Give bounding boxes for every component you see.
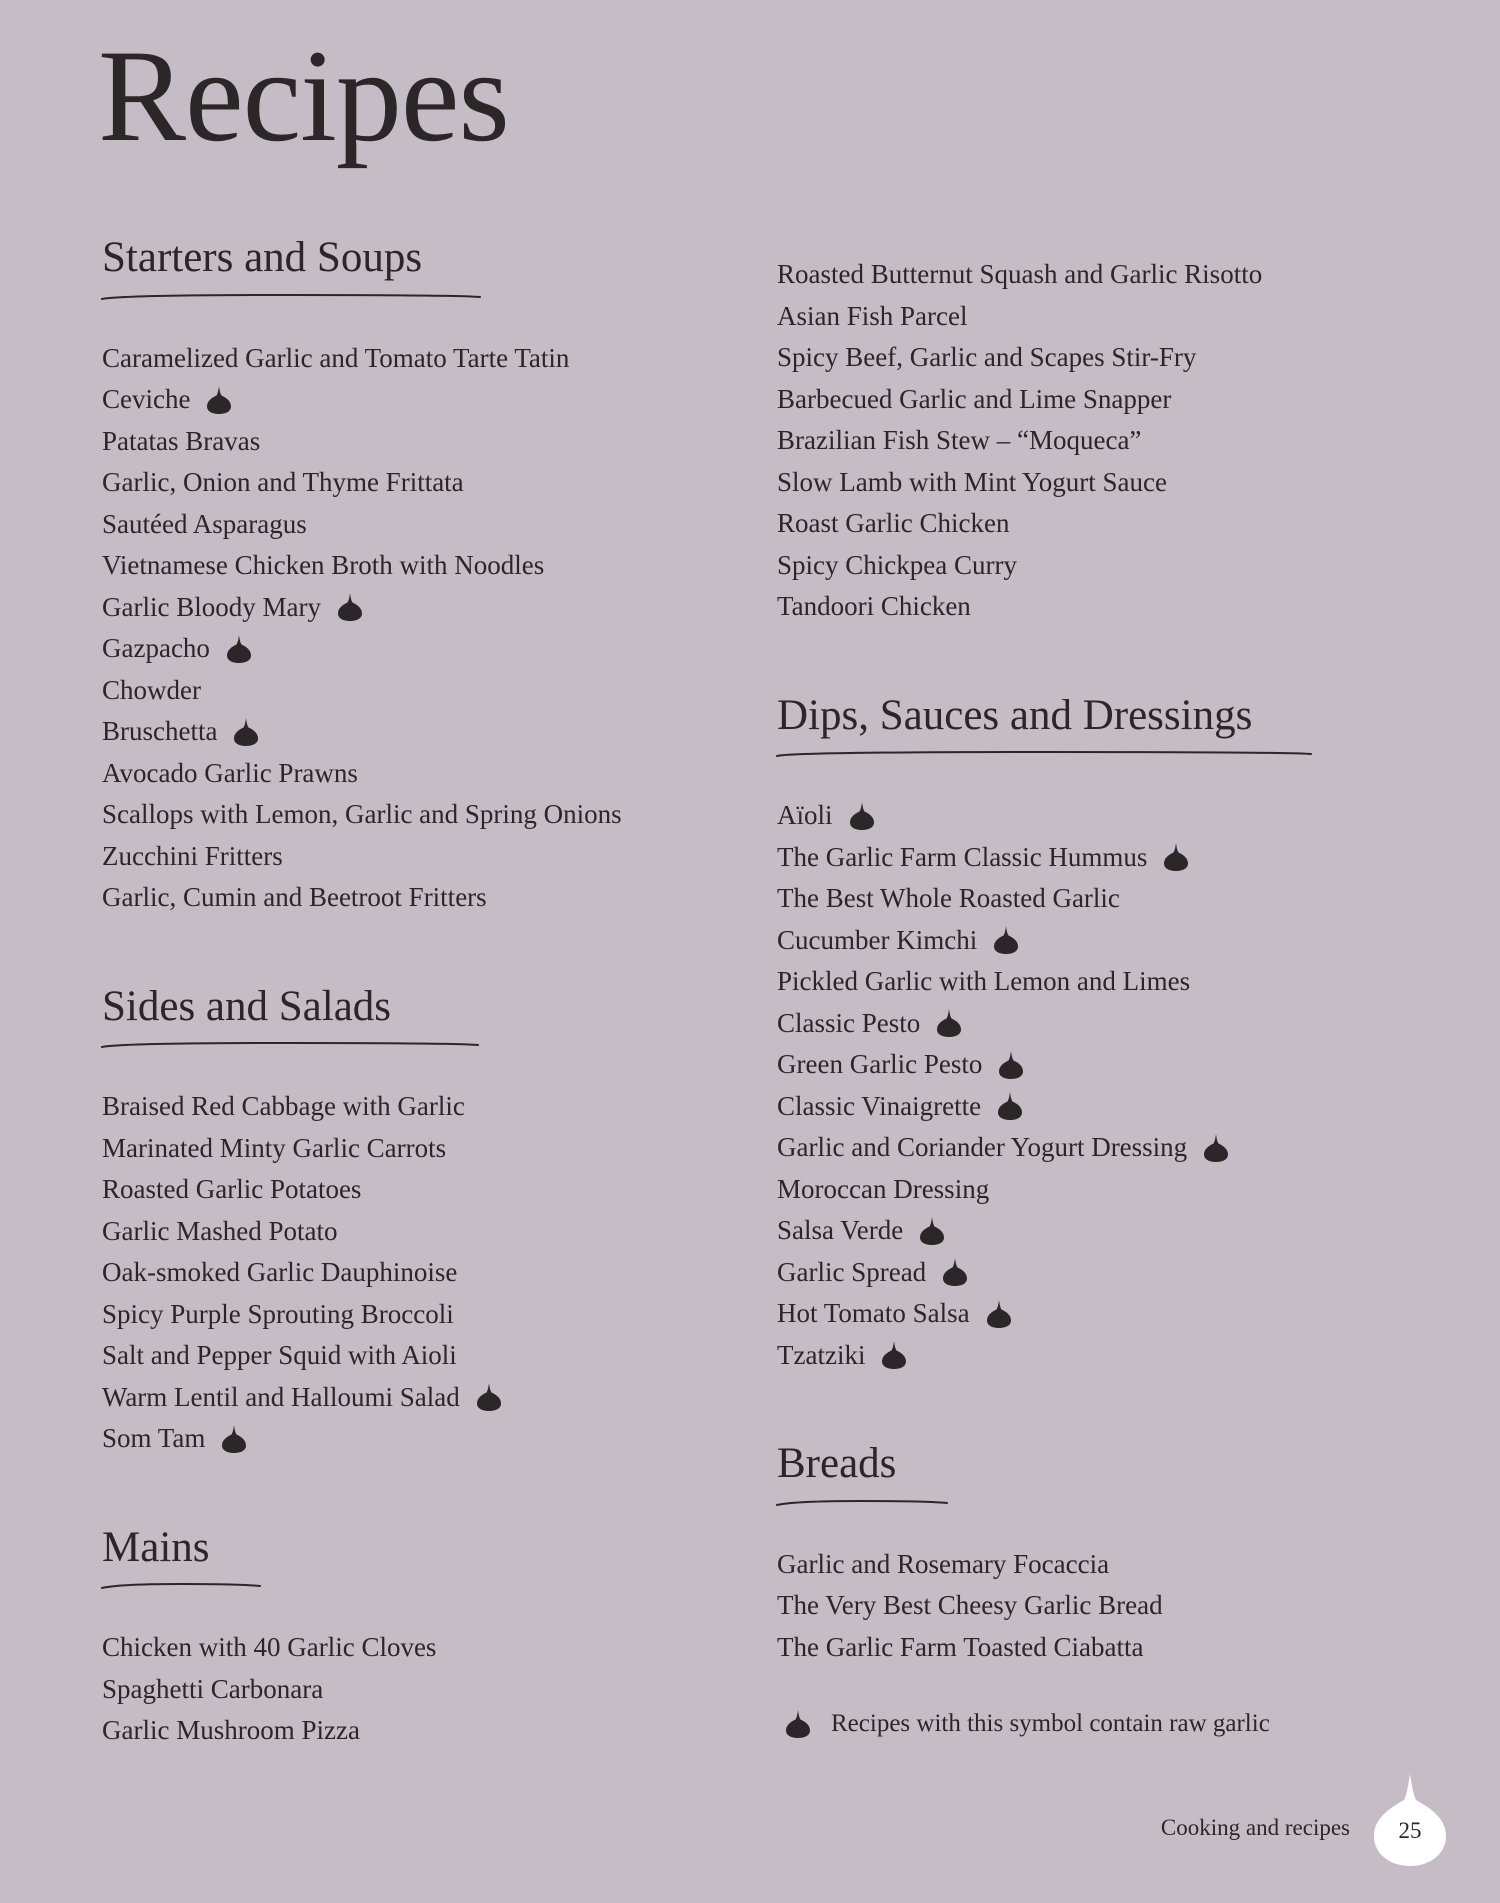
recipe-name: Garlic Bloody Mary bbox=[102, 591, 321, 622]
recipe-item bbox=[102, 1669, 740, 1711]
page-title: Recipes bbox=[98, 22, 509, 169]
section-underline bbox=[100, 1581, 740, 1591]
recipe-item bbox=[777, 1127, 1415, 1169]
recipe-item bbox=[777, 920, 1415, 962]
recipe-item bbox=[102, 379, 740, 421]
garlic-bulb-icon bbox=[998, 1050, 1024, 1080]
garlic-bulb-icon bbox=[226, 634, 252, 664]
recipe-name: Patatas Bravas bbox=[102, 425, 261, 456]
section-heading: Breads bbox=[777, 1440, 897, 1488]
recipe-name: Caramelized Garlic and Tomato Tarte Tatin bbox=[102, 342, 570, 373]
recipe-name: Marinated Minty Garlic Carrots bbox=[102, 1132, 447, 1163]
section-underline bbox=[775, 1498, 1415, 1508]
recipe-section bbox=[100, 981, 740, 1460]
recipe-name: Garlic and Rosemary Focaccia bbox=[777, 1548, 1110, 1579]
garlic-bulb-icon bbox=[1163, 842, 1189, 872]
recipe-list bbox=[100, 1086, 740, 1460]
recipe-item bbox=[777, 1627, 1415, 1669]
garlic-bulb-icon bbox=[1203, 1133, 1229, 1163]
recipe-name: Sautéed Asparagus bbox=[102, 508, 307, 539]
recipe-item bbox=[777, 379, 1415, 421]
recipe-item bbox=[102, 753, 740, 795]
garlic-bulb-icon bbox=[993, 925, 1019, 955]
recipe-name: Salt and Pepper Squid with Aioli bbox=[102, 1340, 457, 1371]
garlic-bulb-icon bbox=[337, 592, 363, 622]
recipe-name: Green Garlic Pesto bbox=[777, 1049, 983, 1080]
garlic-bulb-icon bbox=[233, 717, 259, 747]
recipe-section bbox=[100, 1522, 740, 1752]
recipe-item bbox=[102, 1128, 740, 1170]
recipe-name: Ceviche bbox=[102, 384, 191, 415]
recipe-name: Classic Pesto bbox=[777, 1007, 921, 1038]
recipe-name: Warm Lentil and Halloumi Salad bbox=[102, 1381, 460, 1412]
recipe-name: Garlic Mushroom Pizza bbox=[102, 1715, 360, 1746]
recipe-item bbox=[102, 1418, 740, 1460]
raw-garlic-legend bbox=[785, 1709, 1270, 1739]
section-underline bbox=[100, 292, 740, 302]
recipe-item bbox=[102, 1335, 740, 1377]
recipe-item bbox=[102, 1710, 740, 1752]
recipe-name: Aïoli bbox=[777, 800, 833, 831]
recipe-item bbox=[102, 794, 740, 836]
recipe-list bbox=[775, 795, 1415, 1376]
garlic-bulb-icon bbox=[936, 1008, 962, 1038]
recipe-name: The Very Best Cheesy Garlic Bread bbox=[777, 1590, 1163, 1621]
recipe-name: Roasted Butternut Squash and Garlic Risotto bbox=[777, 259, 1263, 289]
recipe-item bbox=[777, 296, 1415, 338]
recipe-item bbox=[777, 1086, 1415, 1128]
recipe-item bbox=[777, 1293, 1415, 1335]
recipe-name: Asian Fish Parcel bbox=[777, 300, 968, 331]
recipe-item bbox=[777, 503, 1415, 545]
recipe-item bbox=[102, 877, 740, 919]
recipe-item bbox=[102, 338, 740, 380]
garlic-bulb-icon bbox=[221, 1424, 247, 1454]
recipe-item bbox=[102, 587, 740, 629]
recipe-item bbox=[777, 878, 1415, 920]
recipe-name: Roasted Garlic Potatoes bbox=[102, 1174, 362, 1205]
recipe-item bbox=[102, 711, 740, 753]
recipe-item bbox=[777, 961, 1415, 1003]
recipe-name: Som Tam bbox=[102, 1423, 206, 1454]
garlic-bulb-icon bbox=[997, 1091, 1023, 1121]
recipe-list bbox=[100, 1627, 740, 1752]
recipe-name: Hot Tomato Salsa bbox=[777, 1298, 970, 1329]
recipe-name: Salsa Verde bbox=[777, 1215, 904, 1246]
recipe-name: Chicken with 40 Garlic Cloves bbox=[102, 1632, 437, 1663]
recipe-item bbox=[102, 545, 740, 587]
recipe-name: Garlic Spread bbox=[777, 1256, 927, 1287]
recipe-name: Spaghetti Carbonara bbox=[102, 1673, 324, 1704]
recipe-list bbox=[100, 338, 740, 919]
garlic-bulb-icon bbox=[881, 1340, 907, 1370]
recipe-item bbox=[102, 1211, 740, 1253]
garlic-bulb-icon bbox=[476, 1382, 502, 1412]
garlic-bulb-icon bbox=[785, 1709, 811, 1739]
recipe-name: The Garlic Farm Classic Hummus bbox=[777, 841, 1148, 872]
recipe-item bbox=[777, 1335, 1415, 1377]
section-underline bbox=[100, 1040, 740, 1050]
recipe-name: Braised Red Cabbage with Garlic bbox=[102, 1091, 465, 1122]
recipe-name: Brazilian Fish Stew – “Moqueca” bbox=[777, 425, 1142, 455]
recipe-item bbox=[102, 670, 740, 712]
garlic-bulb-icon bbox=[942, 1257, 968, 1287]
section-heading: Sides and Salads bbox=[102, 982, 392, 1030]
recipe-item bbox=[777, 1252, 1415, 1294]
recipe-name: Avocado Garlic Prawns bbox=[102, 757, 358, 788]
recipe-item bbox=[102, 1627, 740, 1669]
recipe-name: Zucchini Fritters bbox=[102, 840, 283, 871]
recipe-item bbox=[777, 462, 1415, 504]
garlic-bulb-icon bbox=[986, 1299, 1012, 1329]
recipe-name: Garlic Mashed Potato bbox=[102, 1215, 338, 1246]
recipe-name: Spicy Chickpea Curry bbox=[777, 549, 1017, 580]
recipe-name: Scallops with Lemon, Garlic and Spring Onions bbox=[102, 799, 622, 830]
recipe-name: Tzatziki bbox=[777, 1339, 866, 1370]
recipe-item bbox=[102, 1377, 740, 1419]
mains-continued-list bbox=[775, 254, 1415, 628]
recipe-name: Pickled Garlic with Lemon and Limes bbox=[777, 966, 1191, 997]
recipe-item bbox=[777, 1585, 1415, 1627]
recipe-name: Spicy Purple Sprouting Broccoli bbox=[102, 1298, 454, 1329]
recipe-name: Gazpacho bbox=[102, 633, 210, 664]
recipe-item bbox=[102, 628, 740, 670]
section-underline bbox=[775, 749, 1415, 759]
recipe-name: Cucumber Kimchi bbox=[777, 924, 978, 955]
recipe-name: Roast Garlic Chicken bbox=[777, 508, 1010, 538]
left-column bbox=[100, 232, 740, 1752]
recipe-name: Garlic and Coriander Yogurt Dressing bbox=[777, 1132, 1188, 1163]
section-heading: Starters and Soups bbox=[102, 234, 423, 281]
recipe-name: Moroccan Dressing bbox=[777, 1173, 990, 1204]
recipe-item bbox=[777, 1210, 1415, 1252]
footer-section-label: Cooking and recipes bbox=[1160, 1815, 1350, 1840]
recipe-item bbox=[777, 1169, 1415, 1211]
recipe-name: Vietnamese Chicken Broth with Noodles bbox=[102, 550, 545, 581]
right-column bbox=[775, 254, 1415, 1668]
recipe-list bbox=[775, 1544, 1415, 1669]
recipe-item bbox=[102, 1252, 740, 1294]
recipe-name: The Best Whole Roasted Garlic bbox=[777, 883, 1120, 914]
recipe-item bbox=[777, 1003, 1415, 1045]
recipe-item bbox=[777, 337, 1415, 379]
recipe-section bbox=[775, 690, 1415, 1377]
recipe-name: Spicy Beef, Garlic and Scapes Stir-Fry bbox=[777, 342, 1197, 372]
recipe-item bbox=[777, 545, 1415, 587]
recipe-item bbox=[102, 1086, 740, 1128]
recipe-item bbox=[777, 795, 1415, 837]
section-heading: Dips, Sauces and Dressings bbox=[777, 691, 1253, 739]
recipe-name: Chowder bbox=[102, 674, 201, 705]
recipe-name: The Garlic Farm Toasted Ciabatta bbox=[777, 1631, 1144, 1662]
recipe-name: Tandoori Chicken bbox=[777, 591, 971, 621]
recipe-name: Classic Vinaigrette bbox=[777, 1090, 982, 1121]
recipe-name: Garlic, Onion and Thyme Frittata bbox=[102, 467, 464, 498]
recipe-section bbox=[775, 1438, 1415, 1668]
recipe-item bbox=[777, 1044, 1415, 1086]
garlic-bulb-icon bbox=[849, 801, 875, 831]
recipe-section bbox=[100, 232, 740, 919]
recipe-name: Garlic, Cumin and Beetroot Fritters bbox=[102, 882, 487, 913]
recipe-item bbox=[102, 1294, 740, 1336]
recipe-name: Bruschetta bbox=[102, 716, 218, 747]
recipe-item bbox=[777, 1544, 1415, 1586]
recipe-item bbox=[777, 254, 1415, 296]
recipe-item bbox=[777, 837, 1415, 879]
recipe-name: Slow Lamb with Mint Yogurt Sauce bbox=[777, 466, 1168, 497]
recipe-item bbox=[777, 586, 1415, 628]
legend-text: Recipes with this symbol contain raw garlic bbox=[831, 1710, 1270, 1737]
garlic-bulb-icon bbox=[206, 385, 232, 415]
recipe-item bbox=[102, 504, 740, 546]
recipe-item bbox=[102, 1169, 740, 1211]
recipe-item bbox=[777, 420, 1415, 462]
recipe-item bbox=[102, 462, 740, 504]
garlic-bulb-icon bbox=[919, 1216, 945, 1246]
recipe-name: Oak-smoked Garlic Dauphinoise bbox=[102, 1257, 458, 1288]
recipe-item bbox=[102, 836, 740, 878]
section-heading: Mains bbox=[102, 1523, 210, 1571]
recipe-name: Barbecued Garlic and Lime Snapper bbox=[777, 383, 1172, 414]
recipe-item bbox=[102, 421, 740, 463]
page-number: 25 bbox=[1398, 1818, 1422, 1843]
